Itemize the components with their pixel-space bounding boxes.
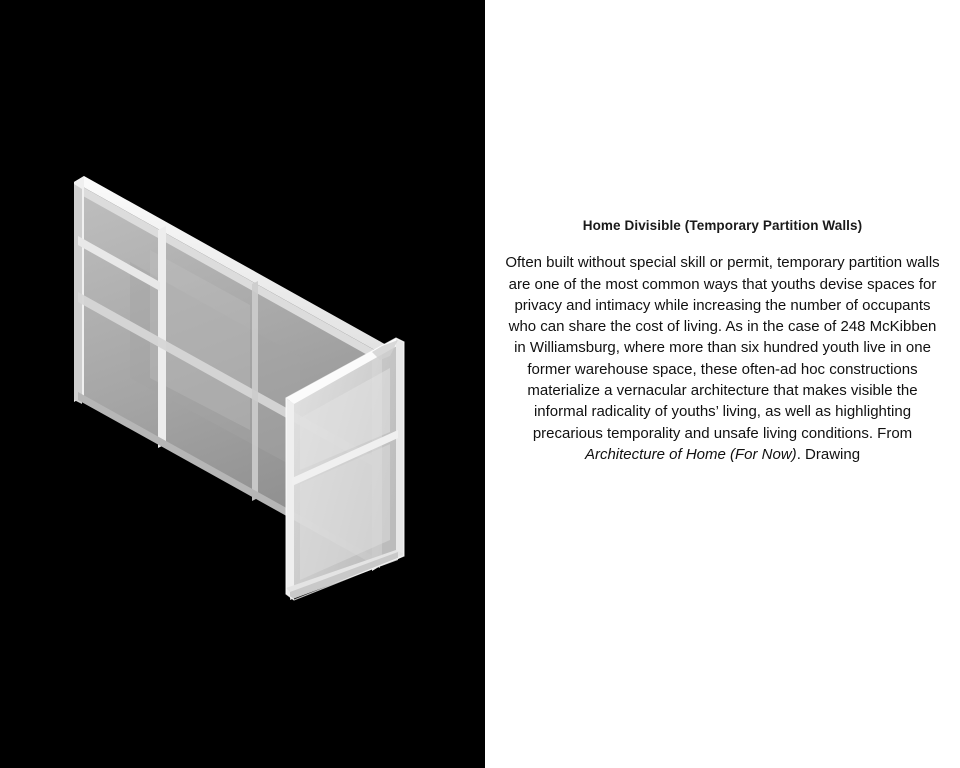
caption-body: [505, 252, 940, 465]
caption-work-title: Architecture of Home (For Now): [584, 445, 797, 463]
side-wall-far-stile: [396, 338, 404, 560]
caption-body-text-before: Often built without special skill or permit, temporary partition walls are one of the most common ways that youths devise spaces for privacy and intimacy while increasing the number of occupants who can share the cost of living. As in the case of 248 McKibben in Williamsburg, where more than six hundred youth live in one former warehouse space, these often-ad hoc constructions materialize a vernacular architecture that makes visible the informal radicality of youths’ living, as well as highlighting precarious temporality and unsafe living conditions. From: [505, 254, 940, 442]
side-wall-near-stile: [286, 398, 294, 600]
caption-panel: [485, 0, 960, 768]
back-wall-mullion-1: [158, 226, 166, 448]
caption-body-text-after: . Drawing: [796, 445, 861, 463]
caption-block: [505, 216, 940, 465]
caption-title: Home Divisible (Temporary Partition Walls): [582, 218, 863, 233]
back-wall-mullion-2: [252, 281, 258, 501]
